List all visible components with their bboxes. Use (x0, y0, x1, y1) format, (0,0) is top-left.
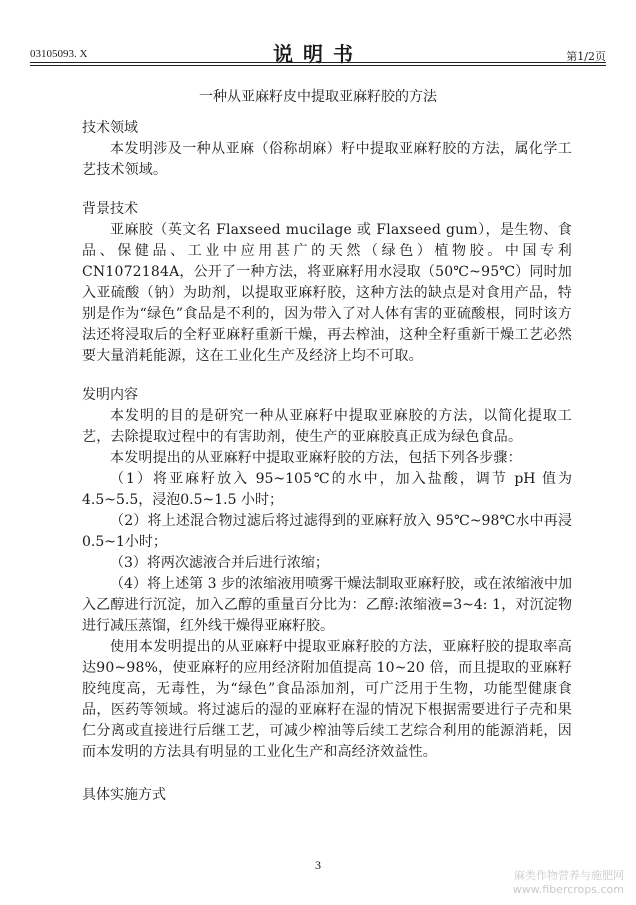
section-title-tech-field: 技术领域 (82, 120, 138, 136)
invention-step-2: （2）将上述混合物过滤后将过滤得到的亚麻籽放入 95℃~98℃水中再浸 0.5~1小时； (82, 513, 572, 550)
page-header (30, 30, 606, 66)
section-title-embodiment: 具体实施方式 (82, 787, 166, 803)
document-id: 03105093. X (30, 48, 88, 60)
document-heading: 说明书 (273, 42, 363, 66)
document-title: 一种从亚麻籽皮中提取亚麻籽胶的方法 (199, 89, 437, 105)
invention-paragraph-steps-intro: 本发明提出的从亚麻籽中提取亚麻籽胶的方法，包括下列各步骤： (110, 450, 522, 466)
header-rule-thin (30, 65, 606, 66)
watermark-site-url: www.fibercrops.com (512, 883, 624, 896)
page-number: 3 (315, 858, 321, 872)
tech-field-paragraph: 本发明涉及一种从亚麻（俗称胡麻）籽中提取亚麻籽胶的方法，属化学工艺技术领域。 (82, 141, 572, 178)
background-paragraph: 亚麻胶（英文名 Flaxseed mucilage 或 Flaxseed gum），是生物、食品、保健品、工业中应用甚广的天然（绿色）植物胶。中国专利 CN1072184A，公开了一种方法，将亚麻籽用水浸取（50℃~95℃）同时加入亚硫酸（钠）为助剂，以提取亚麻籽胶，这种方法的缺点是对食用产品，特别是作为“绿色”食品是不利的，因为带入了对人体有害的亚硫酸根，同时该方法还将浸取后的全籽亚麻籽重新干燥，再去榨油，这种全籽重新干燥工艺必然要大量消耗能源，这在工业化生产及经济上均不可取。 (82, 222, 572, 364)
section-embodiment (82, 785, 572, 806)
invention-step-1: （1）将亚麻籽放入 95~105℃的水中，加入盐酸，调节 pH 值为 4.5~5.5，浸泡0.5~1.5 小时； (82, 471, 572, 508)
section-title-background: 背景技术 (82, 201, 138, 217)
invention-paragraph-purpose: 本发明的目的是研究一种从亚麻籽中提取亚麻胶的方法，以简化提取工艺，去除提取过程中的有害助剂，使生产的亚麻胶真正成为绿色食品。 (82, 408, 572, 445)
page-label: 第1/2页 (566, 50, 606, 63)
site-watermark (513, 869, 624, 897)
invention-paragraph-benefits: 使用本发明提出的从亚麻籽中提取亚麻籽胶的方法，亚麻籽胶的提取率高达90~98%，使亚麻籽的应用经济附加值提高 10~20 倍，而且提取的亚麻籽胶纯度高，无毒性，为“绿色”食品添加剂，可广泛用于生物，功能型健康食品，医药等领域。将过滤后的湿的亚麻籽在湿的情况下根据需要进行子壳和果仁分离或直接进行后继工艺，可减少榨油等后续工艺综合利用的能源消耗，因而本发明的方法具有明显的工业化生产和高经济效益性。 (82, 639, 572, 760)
section-invention (82, 385, 572, 763)
section-tech-field (82, 118, 572, 181)
watermark-site-name: 麻类作物营养与施肥网 (514, 869, 624, 882)
header-rule-thick (30, 62, 606, 63)
section-title-invention: 发明内容 (82, 387, 138, 403)
document-body (82, 118, 572, 806)
section-background (82, 199, 572, 367)
invention-step-4: （4）将上述第 3 步的浓缩液用喷雾干燥法制取亚麻籽胶，或在浓缩液中加入乙醇进行沉淀，加入乙醇的重量百分比为：乙醇:浓缩液=3~4: 1，对沉淀物进行减压蒸馏，红外线干燥得亚麻籽胶。 (82, 576, 572, 634)
invention-step-3: （3）将两次滤液合并后进行浓缩； (110, 555, 329, 571)
